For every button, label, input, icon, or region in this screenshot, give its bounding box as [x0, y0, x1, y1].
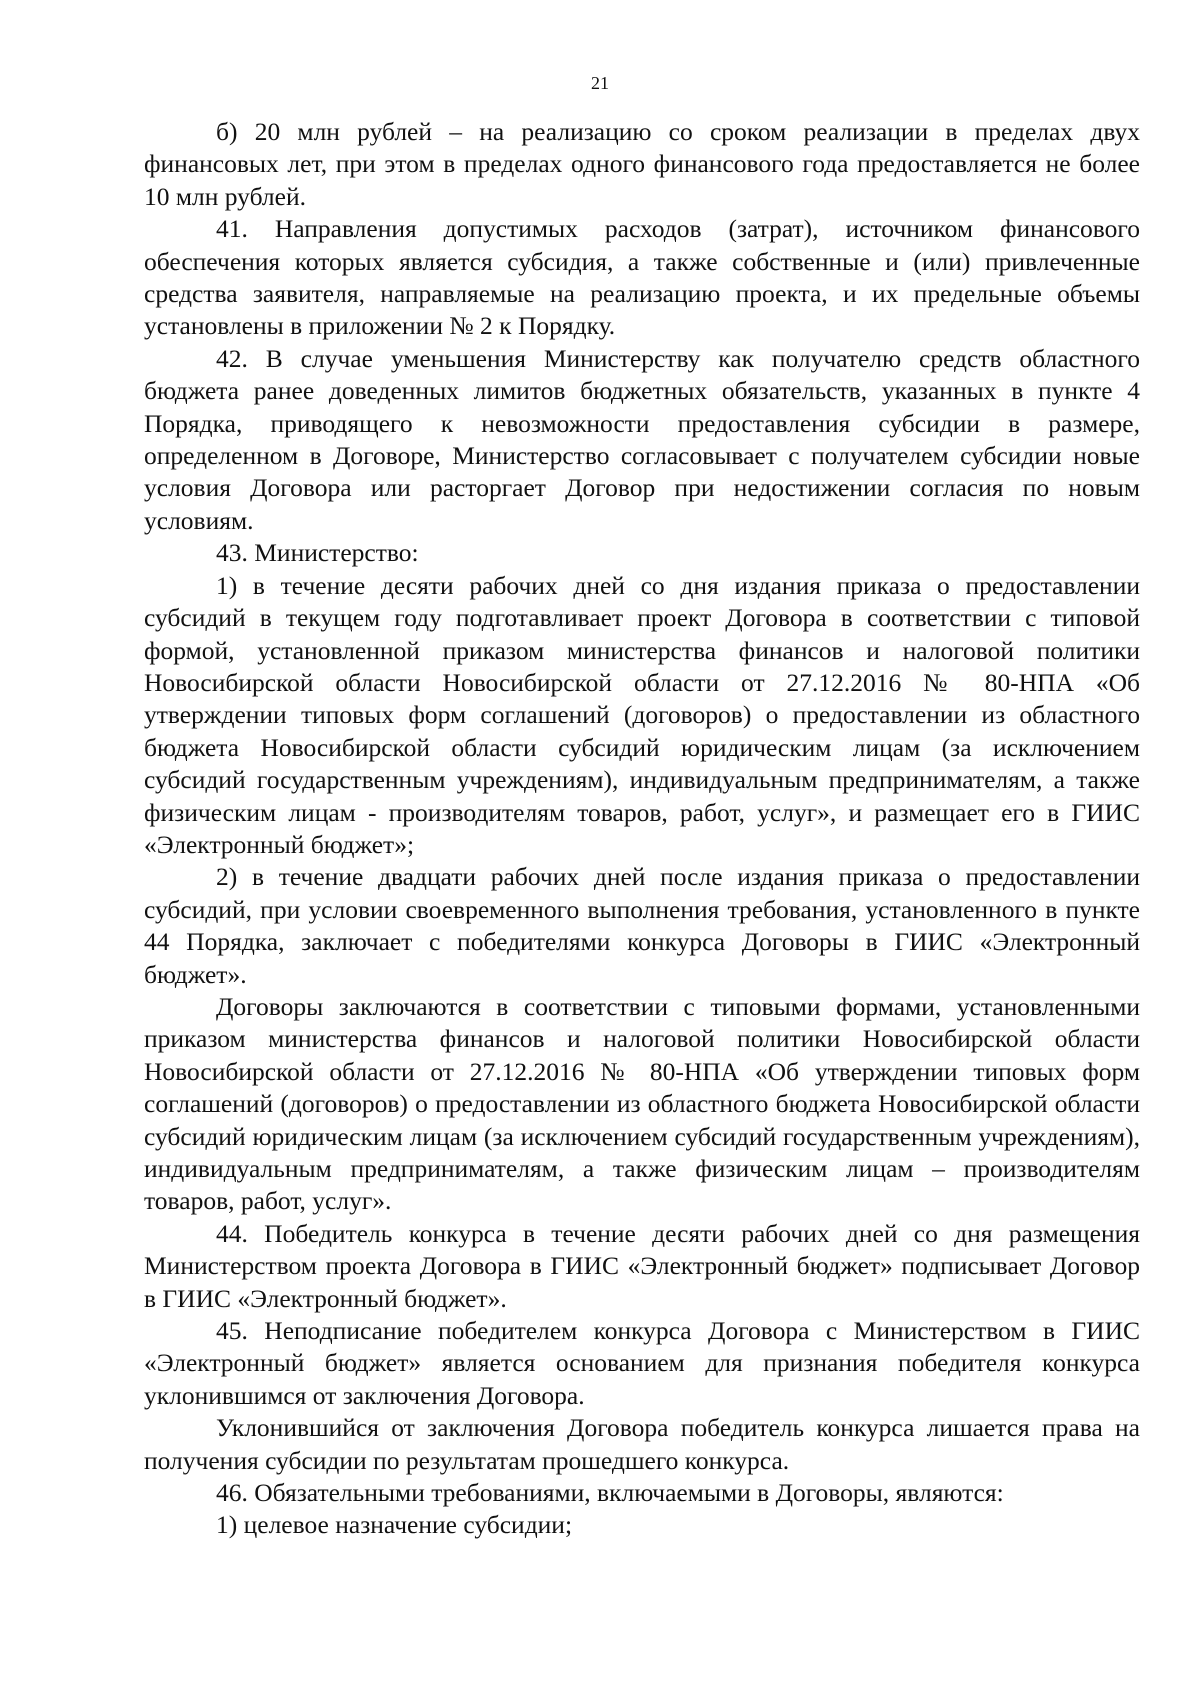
paragraph-contracts: Договоры заключаются в соответствии с типовыми формами, установленными приказом министерства финансов и налоговой политики Новосибирской области Новосибирской области от 27.12.2016 № 80-НПА «Об утверждении типовых форм соглашений (договоров) о предоставлении из областного бюджета Новосибирской области субсидий юридическим лицам (за исключением субсидий государственным учреждениям), индивидуальным предпринимателям, а также физическим лицам – производителям товаров, работ, услуг». — [144, 991, 1140, 1216]
paragraph-44: 44. Победитель конкурса в течение десяти рабочих дней со дня размещения Министерством проекта Договора в ГИИС «Электронный бюджет» подписывает Договор в ГИИС «Электронный бюджет». — [144, 1218, 1140, 1313]
document-body — [144, 116, 1140, 1542]
paragraph-43-2: 2) в течение двадцати рабочих дней после издания приказа о предоставлении субсидий, при условии своевременного выполнения требования, установленного в пункте 44 Порядка, заключает с победителями конкурса Договоры в ГИИС «Электронный бюджет». — [144, 862, 1140, 989]
paragraph-46: 46. Обязательными требованиями, включаемыми в Договоры, являются: — [216, 1478, 1004, 1508]
paragraph-evader: Уклонившийся от заключения Договора победитель конкурса лишается права на получения субсидии по результатам прошедшего конкурса. — [144, 1413, 1140, 1475]
paragraph-43-1: 1) в течение десяти рабочих дней со дня издания приказа о предоставлении субсидий в текущем году подготавливает проект Договора в соответствии с типовой формой, установленной приказом министерства финансов и налоговой политики Новосибирской области Новосибирской области от 27.12.2016 № 80-НПА «Об утверждении типовых форм соглашений (договоров) о предоставлении из областного бюджета Новосибирской области субсидий юридическим лицам (за исключением субсидий государственным учреждениям), индивидуальным предпринимателям, а также физическим лицам - производителям товаров, работ, услуг», и размещает его в ГИИС «Электронный бюджет»; — [144, 570, 1140, 859]
paragraph-46-1: 1) целевое назначение субсидии; — [216, 1510, 573, 1540]
paragraph-41: 41. Направления допустимых расходов (затрат), источником финансового обеспечения которых является субсидия, а также собственные и (или) привлеченные средства заявителя, направляемые на реализацию проекта, и их предельные объемы установлены в приложении № 2 к Порядку. — [144, 214, 1140, 341]
paragraph-b-20mln: б) 20 млн рублей – на реализацию со сроком реализации в пределах двух финансовых лет, при этом в пределах одного финансового года предоставляется не более 10 млн рублей. — [144, 117, 1140, 211]
page-number: 21 — [591, 73, 609, 93]
paragraph-42: 42. В случае уменьшения Министерству как получателю средств областного бюджета ранее доведенных лимитов бюджетных обязательств, указанных в пункте 4 Порядка, приводящего к невозможности предоставления субсидии в размере, определенном в Договоре, Министерство согласовывает с получателем субсидии новые условия Договора или расторгает Договор при недостижении согласия по новым условиям. — [144, 343, 1140, 535]
paragraph-43-heading: 43. Министерство: — [216, 538, 419, 568]
paragraph-45: 45. Неподписание победителем конкурса Договора с Министерством в ГИИС «Электронный бюджет» является основанием для признания победителя конкурса уклонившимся от заключения Договора. — [144, 1316, 1140, 1410]
